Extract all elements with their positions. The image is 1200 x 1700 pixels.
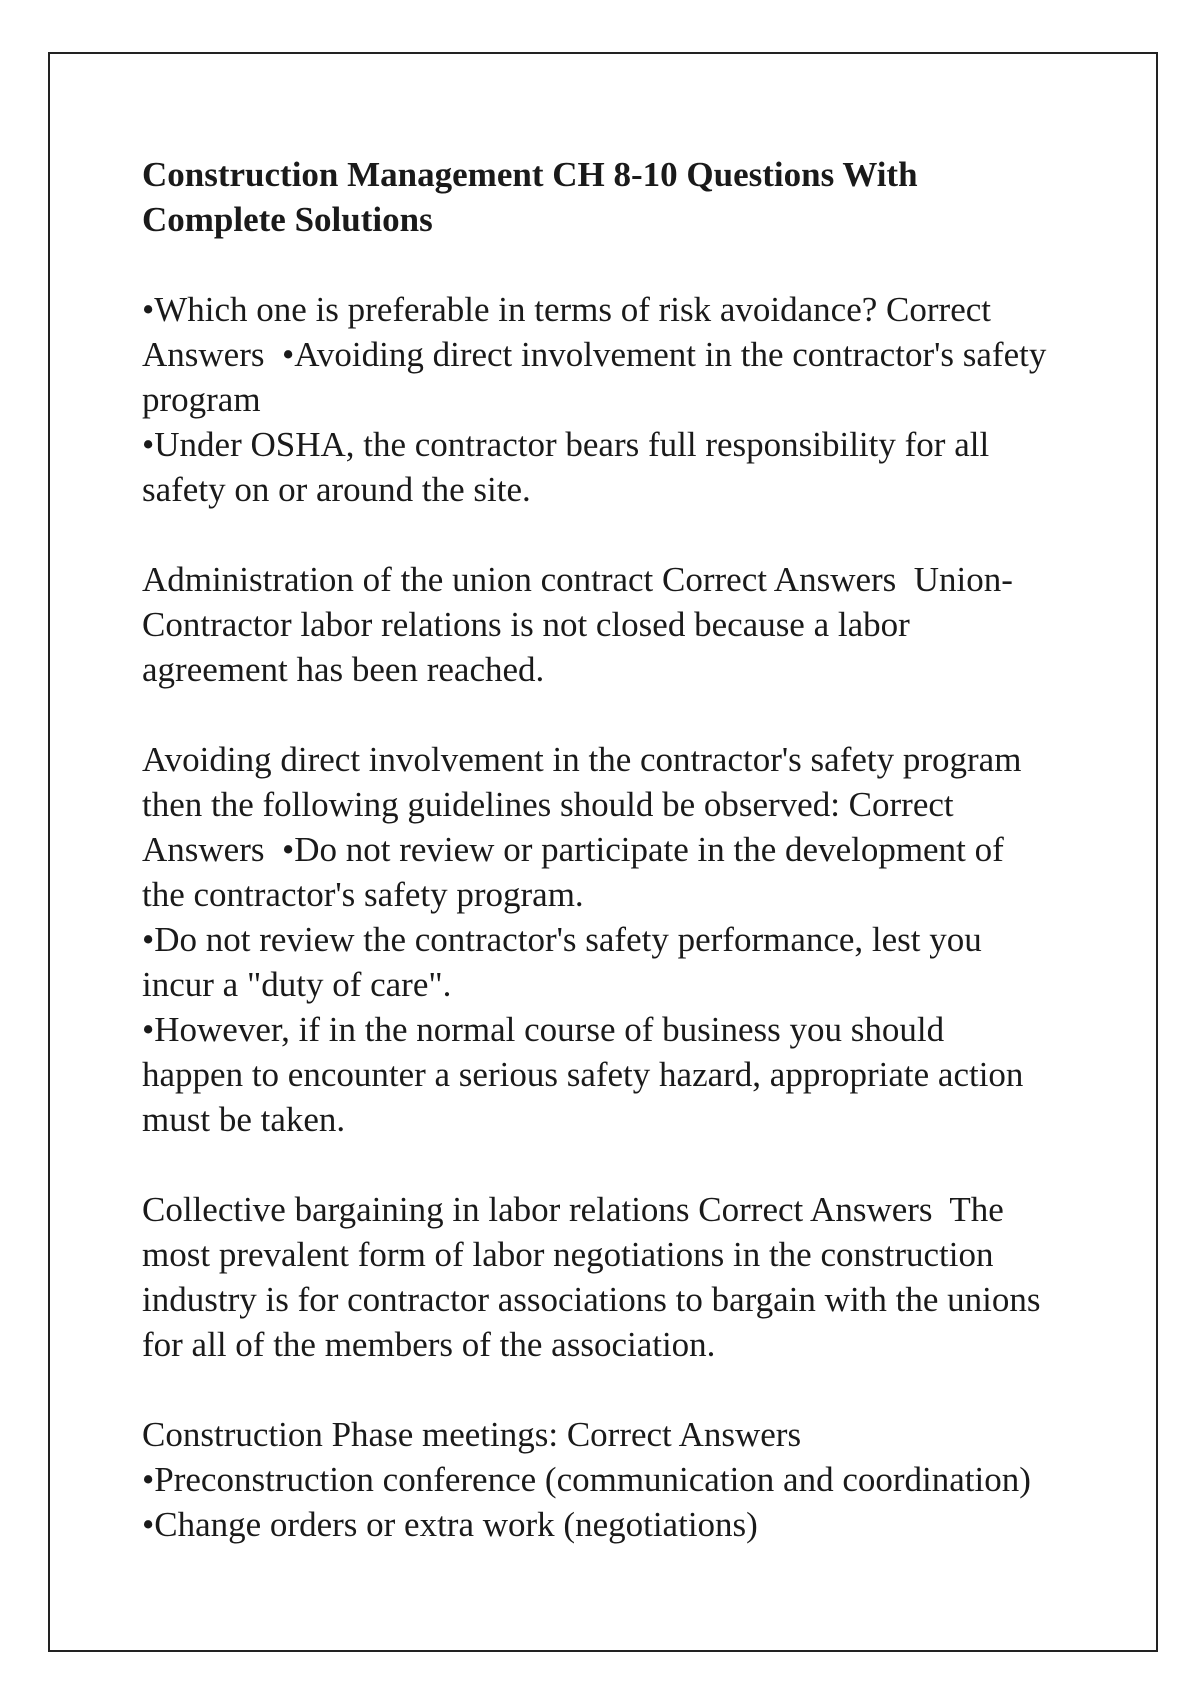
text-line: Administration of the union contract Correct Answers Union- [142,560,1013,599]
text-line: industry is for contractor associations to bargain with the unions [142,1280,1041,1319]
text-line: Contractor labor relations is not closed because a labor [142,605,910,644]
text-line: •Which one is preferable in terms of risk avoidance? Correct [142,290,991,329]
qa-block-union-contract [142,557,1082,692]
text-line: program [142,380,261,419]
text-line: happen to encounter a serious safety hazard, appropriate action [142,1055,1024,1094]
text-line: must be taken. [142,1100,346,1139]
text-line: the contractor's safety program. [142,875,584,914]
document-title: Construction Management CH 8-10 Questions With Complete Solutions [142,155,918,239]
text-line: safety on or around the site. [142,470,531,509]
qa-block-safety-guidelines [142,737,1082,1142]
text-line: •Change orders or extra work (negotiations) [142,1505,758,1544]
text-line: •Preconstruction conference (communication and coordination) [142,1460,1031,1499]
text-line: Avoiding direct involvement in the contractor's safety program [142,740,1022,779]
text-line: •However, if in the normal course of business you should [142,1010,945,1049]
text-line: then the following guidelines should be observed: Correct [142,785,954,824]
text-line: most prevalent form of labor negotiations in the construction [142,1235,994,1274]
text-line: •Do not review the contractor's safety performance, lest you [142,920,982,959]
text-line: Answers •Avoiding direct involvement in the contractor's safety [142,335,1047,374]
text-line: Answers •Do not review or participate in the development of [142,830,1004,869]
qa-block-phase-meetings [142,1412,1082,1547]
qa-block-collective-bargaining [142,1187,1082,1367]
text-line: •Under OSHA, the contractor bears full responsibility for all [142,425,990,464]
text-line: agreement has been reached. [142,650,545,689]
qa-block-risk-avoidance [142,287,1082,512]
text-line: Construction Phase meetings: Correct Answers [142,1415,802,1454]
text-line: Collective bargaining in labor relations Correct Answers The [142,1190,1004,1229]
document-body [142,152,1082,1547]
text-line: incur a "duty of care". [142,965,452,1004]
text-line: for all of the members of the association. [142,1325,716,1364]
